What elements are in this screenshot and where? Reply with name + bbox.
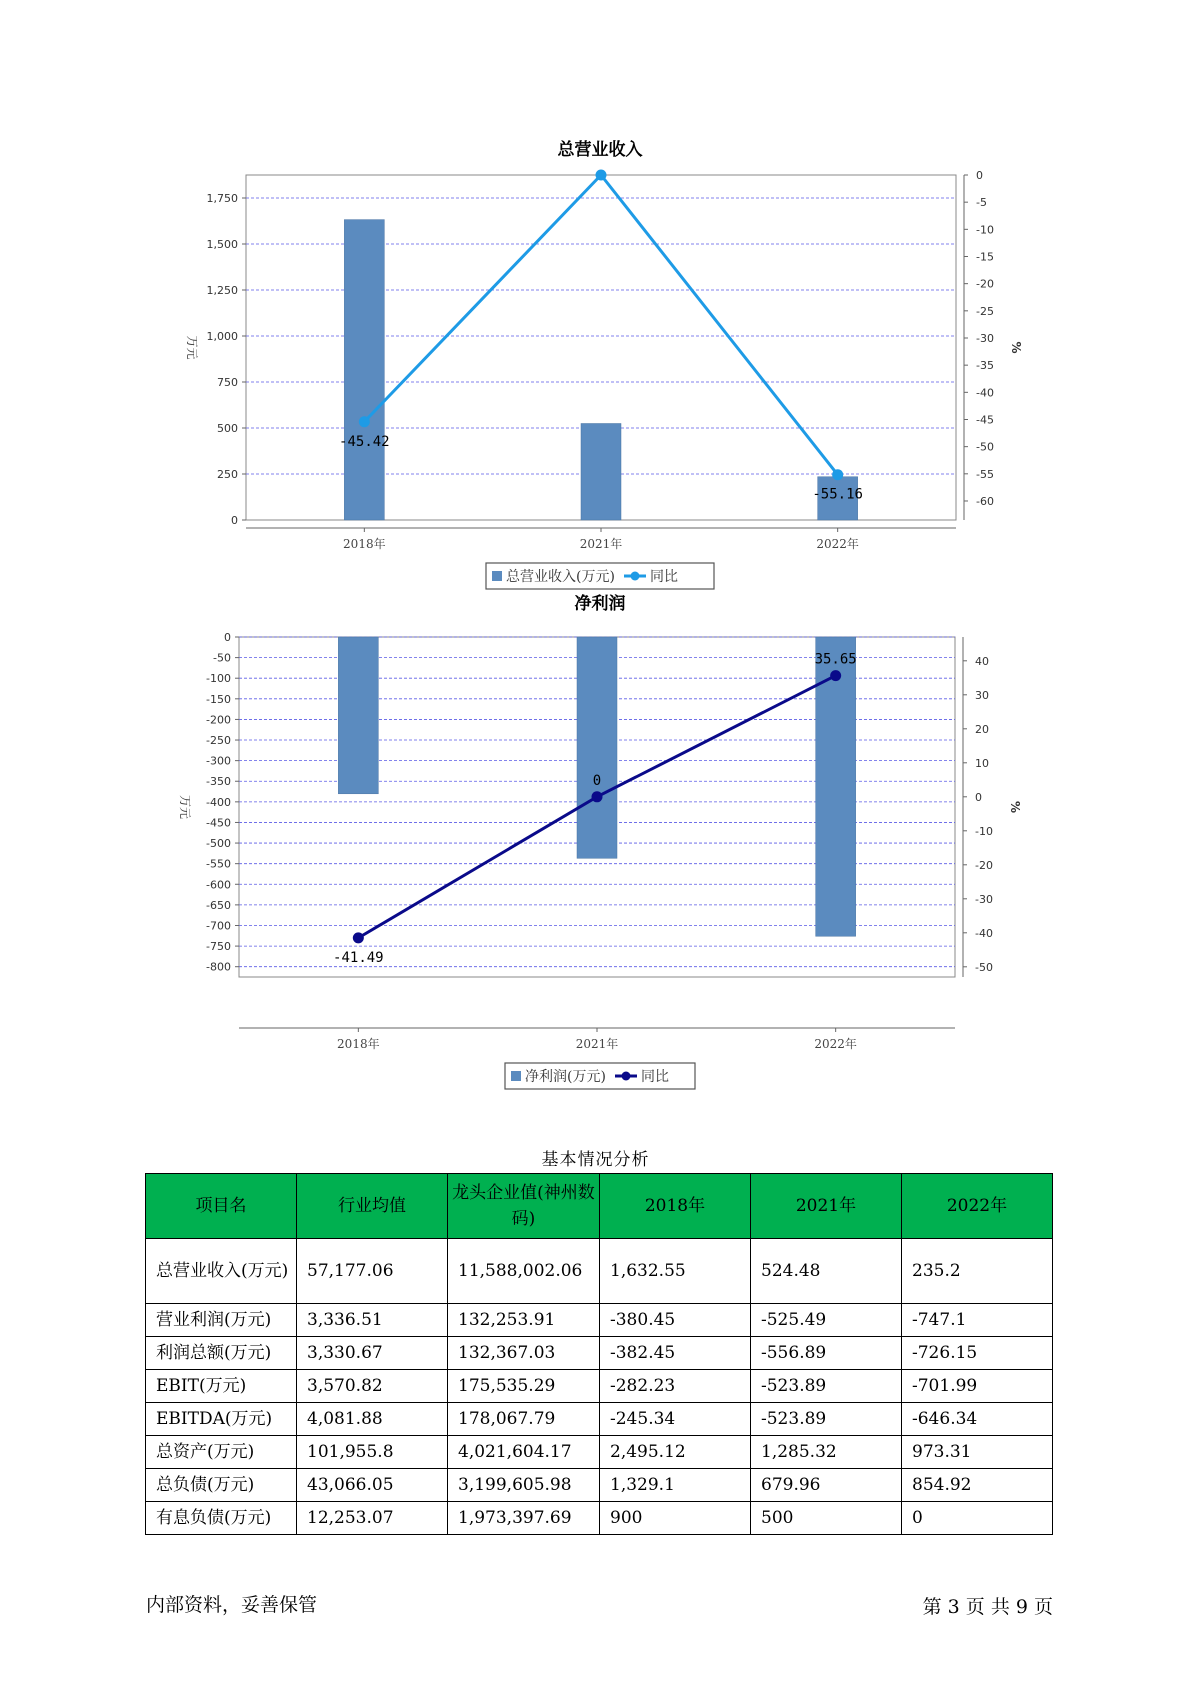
legend-line-marker [622,1072,631,1081]
y2-tick-label: -40 [975,926,993,940]
table-row [146,1436,1053,1469]
line-point [832,469,843,480]
y-tick-label: -400 [206,795,231,809]
table-header-cell: 项目名 [146,1174,297,1239]
y2-tick-label: -10 [976,223,994,237]
y-axis-title: 万元 [185,335,199,360]
table-cell: 1,973,397.69 [448,1502,600,1535]
table-cell: 1,285.32 [751,1436,902,1469]
y2-tick-label: 30 [975,688,989,702]
y2-tick-label: 20 [975,722,989,736]
line-point [596,170,607,181]
table-cell: 12,253.07 [297,1502,448,1535]
y2-axis-title: % [1008,800,1022,814]
line-point [830,670,841,681]
table-cell: 0 [902,1502,1053,1535]
table-cell: 900 [600,1502,751,1535]
y2-tick-label: -25 [976,304,994,318]
table-cell: 4,081.88 [297,1403,448,1436]
y2-axis-title: % [1009,341,1023,354]
table-cell: -523.89 [751,1370,902,1403]
table-row-label: 有息负债(万元) [146,1502,297,1535]
chart-title: 净利润 [574,594,626,614]
y2-tick-label: -40 [976,386,994,400]
table-cell: -701.99 [902,1370,1053,1403]
table-cell: 524.48 [751,1239,902,1304]
table-row-label: 营业利润(万元) [146,1304,297,1337]
net-profit-chart-svg [0,594,1191,1095]
table-header-cell: 2022年 [902,1174,1053,1239]
table-cell: 973.31 [902,1436,1053,1469]
table-cell: -525.49 [751,1304,902,1337]
y2-tick-label: -30 [976,331,994,345]
x-tick-label: 2018年 [343,537,386,551]
legend-line-label: 同比 [650,569,678,585]
table-cell: -282.23 [600,1370,751,1403]
x-tick-label: 2018年 [337,1037,380,1051]
bar [344,220,384,520]
y-tick-label: -150 [206,692,231,706]
table-cell: -726.15 [902,1337,1053,1370]
x-tick-label: 2021年 [575,1037,619,1051]
table-cell: -523.89 [751,1403,902,1436]
y-tick-label: 1,250 [206,284,238,297]
table-row-label: EBIT(万元) [146,1370,297,1403]
table-cell: -382.45 [600,1337,751,1370]
x-tick-label: 2021年 [579,537,623,551]
data-label: 35.65 [814,651,857,668]
table-header-cell: 2018年 [600,1174,751,1239]
table-cell: 679.96 [751,1469,902,1502]
y-tick-label: -300 [206,754,231,768]
y-tick-label: 0 [224,631,231,644]
table-cell: 1,329.1 [600,1469,751,1502]
table-row [146,1502,1053,1535]
table-row-label: 总资产(万元) [146,1436,297,1469]
table-row-label: EBITDA(万元) [146,1403,297,1436]
table-row [146,1337,1053,1370]
y-tick-label: 0 [231,514,238,527]
legend-line-marker [631,572,640,581]
x-tick-label: 2022年 [814,1037,857,1051]
table-header-cell: 龙头企业值(神州数码) [448,1174,600,1239]
y-tick-label: -100 [206,672,231,686]
y-tick-label: -600 [206,878,231,892]
table-cell: 3,199,605.98 [448,1469,600,1502]
footer-confidential: 内部资料，妥善保管 [146,1594,318,1616]
y-tick-label: 750 [217,376,238,389]
table-cell: -380.45 [600,1304,751,1337]
line-point [592,791,603,802]
y-tick-label: -650 [206,898,231,912]
table-cell: -556.89 [751,1337,902,1370]
y2-tick-label: -15 [976,250,994,264]
y2-tick-label: -35 [976,359,994,373]
line-point [353,932,364,943]
bar [577,637,617,858]
table-cell: -646.34 [902,1403,1053,1436]
data-label: -55.16 [812,486,863,503]
y-tick-label: 250 [217,468,238,481]
table-cell: 132,367.03 [448,1337,600,1370]
y-tick-label: -550 [206,857,231,871]
table-row [146,1304,1053,1337]
data-label: -41.49 [333,949,384,966]
legend-bar-label: 总营业收入(万元) [506,569,615,585]
legend-bar-swatch [492,571,502,581]
bar [338,637,378,794]
y-tick-label: -700 [206,919,231,933]
y-tick-label: 500 [217,422,238,435]
table-caption: 基本情况分析 [541,1150,650,1170]
table-cell: 178,067.79 [448,1403,600,1436]
revenue-chart-svg [0,135,1191,595]
y-tick-label: -50 [213,651,231,665]
basic-analysis-table [145,1173,1053,1535]
table-header-cell: 行业均值 [297,1174,448,1239]
y-tick-label: -250 [206,734,231,748]
y2-tick-label: -30 [975,892,993,906]
table-header-row [146,1174,1053,1239]
data-label: -45.42 [339,433,390,450]
table-row-label: 总负债(万元) [146,1469,297,1502]
chart-title: 总营业收入 [557,140,643,160]
y2-tick-label: -5 [976,196,987,210]
table-cell: 2,495.12 [600,1436,751,1469]
table-cell: 43,066.05 [297,1469,448,1502]
table-row [146,1239,1053,1304]
data-label: 0 [592,772,602,789]
y2-tick-label: -10 [975,824,993,838]
y-tick-label: -500 [206,837,231,851]
y-tick-label: 1,000 [206,330,238,343]
table-cell: 3,570.82 [297,1370,448,1403]
net-profit-chart [0,594,1191,1095]
y-tick-label: -200 [206,713,231,727]
y2-tick-label: 0 [976,169,983,182]
y2-tick-label: -20 [975,858,993,872]
bar [581,423,621,520]
table-row [146,1403,1053,1436]
y2-tick-label: -20 [976,277,994,291]
table-cell: 4,021,604.17 [448,1436,600,1469]
table-cell: 3,336.51 [297,1304,448,1337]
y-axis-title: 万元 [178,794,192,820]
table-cell: -245.34 [600,1403,751,1436]
table-cell: 854.92 [902,1469,1053,1502]
table-header-cell: 2021年 [751,1174,902,1239]
y-tick-label: -450 [206,816,231,830]
y-tick-label: -350 [206,775,231,789]
table-cell: 235.2 [902,1239,1053,1304]
footer-page-number: 第 3 页 共 9 页 [922,1596,1053,1618]
y2-tick-label: -55 [976,467,994,481]
x-tick-label: 2022年 [816,537,859,551]
y-tick-label: -800 [206,960,231,974]
y2-tick-label: 0 [975,790,982,804]
table-cell: 11,588,002.06 [448,1239,600,1304]
y-tick-label: 1,750 [206,192,238,205]
table-cell: 500 [751,1502,902,1535]
table-cell: 101,955.8 [297,1436,448,1469]
table-row [146,1469,1053,1502]
table-row [146,1370,1053,1403]
y2-tick-label: -50 [975,960,993,974]
legend-line-label: 同比 [641,1069,669,1085]
table-cell: -747.1 [902,1304,1053,1337]
y2-tick-label: -60 [976,494,994,508]
table-body [146,1239,1053,1535]
y2-tick-label: 10 [975,756,989,770]
table-row-label: 利润总额(万元) [146,1337,297,1370]
legend-bar-label: 净利润(万元) [525,1069,606,1085]
table-cell: 132,253.91 [448,1304,600,1337]
legend-bar-swatch [511,1071,521,1081]
y-tick-label: -750 [206,940,231,954]
y2-tick-label: -50 [976,440,994,454]
table-row-label: 总营业收入(万元) [146,1239,297,1304]
table-cell: 3,330.67 [297,1337,448,1370]
y2-tick-label: 40 [975,654,989,668]
y-tick-label: 1,500 [206,238,238,251]
y2-tick-label: -45 [976,413,994,427]
table-cell: 1,632.55 [600,1239,751,1304]
table-cell: 175,535.29 [448,1370,600,1403]
revenue-chart [0,135,1191,595]
line-point [359,416,370,427]
table-cell: 57,177.06 [297,1239,448,1304]
